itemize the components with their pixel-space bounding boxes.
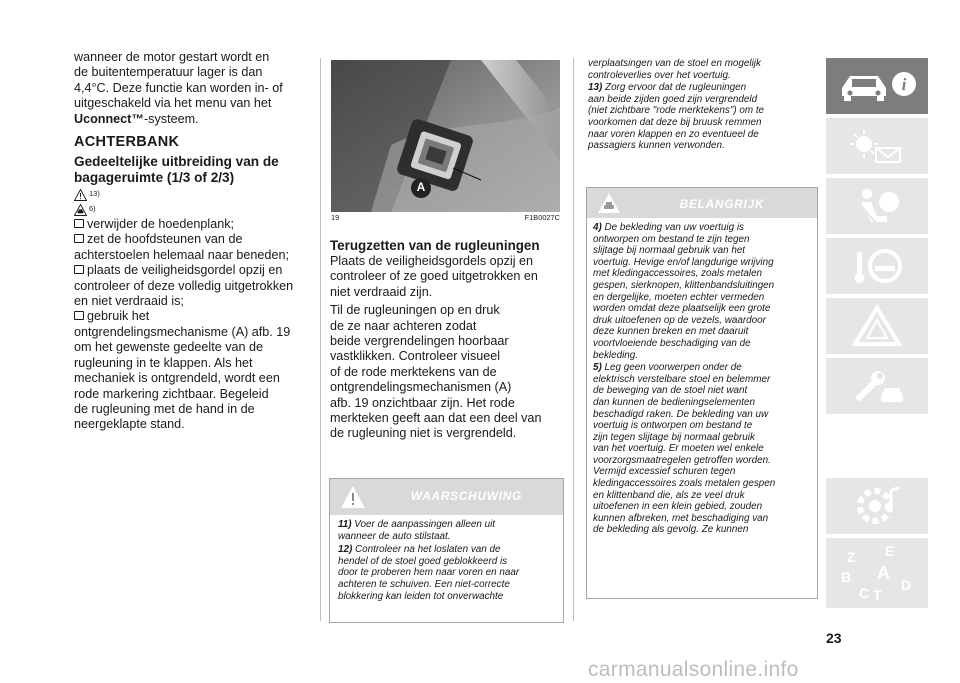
left-column	[74, 50, 306, 433]
section-heading: ACHTERBANK	[74, 134, 180, 151]
ref-number: 6)	[89, 203, 96, 213]
note-number: 4)	[593, 222, 602, 233]
column-divider-right	[573, 58, 574, 621]
text-line: deze kunnen breken en met daaruit	[593, 326, 749, 338]
tab-index[interactable]	[826, 538, 928, 608]
text-line: kunnen afbreken, met beschadiging van	[593, 512, 769, 524]
text-line: afb. 19 onzichtbaar zijn. Het rode	[330, 395, 515, 410]
text-line: de beweging van de stoel niet want	[593, 385, 748, 397]
text-line: merkteken geeft aan dat een deel van	[330, 411, 542, 426]
text-line: verplaatsingen van de stoel en mogelijk	[588, 58, 761, 69]
tab-dashboard[interactable]	[826, 118, 928, 174]
index-letter: Z	[847, 549, 856, 565]
text-line: achteren te schuiven. Een niet-correcte	[338, 578, 510, 590]
caution-ref	[74, 202, 306, 216]
text-line: controleverlies over het voertuig.	[588, 69, 731, 81]
text-line: Til de rugleuningen op en druk	[330, 303, 500, 318]
text-line: controleer of ze goed uitgetrokken en	[330, 269, 538, 284]
text-line: slijtage bij normaal gebruik van het	[593, 245, 746, 257]
important-box	[586, 187, 818, 599]
list-item: zet de hoofdsteunen van de	[74, 232, 306, 247]
gear-media-icon	[847, 482, 907, 530]
warning-box	[329, 478, 564, 623]
text-line: niet verdraaid zijn.	[330, 284, 433, 299]
index-letter: D	[901, 577, 912, 593]
text-line: de ze naar achteren zodat	[330, 318, 477, 333]
text-line: ontworpen om bestand te zijn tegen	[593, 233, 750, 245]
text-line: uitoefenen in een klein gebied, zouden	[593, 501, 763, 513]
middle-column	[330, 238, 562, 442]
checkbox-bullet-icon	[74, 265, 84, 274]
important-title: BELANGRIJK	[679, 197, 765, 211]
warning-triangle-icon	[847, 304, 907, 348]
checkbox-bullet-icon	[74, 219, 84, 228]
wrench-car-icon	[847, 364, 907, 408]
index-letter: B	[841, 569, 852, 585]
text-line: bekleding.	[593, 349, 639, 361]
text-line: en klittenband die, als ze veel druk	[593, 489, 745, 501]
text-line: de buitentemperatuur lager is dan	[74, 65, 263, 80]
text-line: worden omdat deze plaatselijk een grote	[593, 303, 771, 315]
text-line: voorkomen dat deze bij bruusk remmen	[588, 116, 762, 128]
text-line: wanneer de motor gestart wordt en	[74, 50, 270, 64]
figure-caption	[331, 213, 560, 222]
note-number: 5)	[593, 362, 602, 374]
text-line: vastklikken. Controleer visueel	[330, 349, 501, 364]
warning-triangle-icon	[74, 189, 87, 201]
text-line: rode markering zichtbaar. Begeleid	[74, 386, 269, 401]
text-line: voertuig. Hevige en/of langdurige wrijving	[593, 256, 774, 268]
chapter-sidebar	[826, 58, 928, 608]
important-body: 4) De bekleding van uw voertuig is ontworpen om bestand te zijn tegen slijtage bij normaal gebruik van het voertuig. Hevige en/of langdurige wrijving met kledingaccessoires, zoals metalen gespen, sierknopen, klittenbandsluitingen en dergelijke, moeten echter vermeden worden omdat deze plaatselijk een grote druk uitoefenen op de vezels, waardoor deze kunnen breken en met daaruit voortvloeiende beschadiging van de bekleding. 5) Leg geen voorwerpen onder de elektrisch verstelbare stoel en belemmer de beweging van de stoel niet want dan kunnen de bedieningselementen beschadigd raken. De bekleding van uw voertuig is ontworpen om bestand te zijn tegen slijtage bij normaal gebruik van het voertuig. Er moeten wel enkele voorzorgsmaatregelen getroffen worden. Vermijd excessief schuren tegen kledingaccessoires zoals metalen gespen en klittenband die, als ze veel druk uitoefenen in een klein gebied, zouden kunnen afbreken, met beschadiging van de bekleding als gevolg. Ze kunnen	[587, 218, 817, 536]
text-line: en niet verdraaid is;	[74, 294, 184, 309]
text-line: neergeklapte stand.	[74, 417, 185, 432]
text-line: naar voren klappen en zo eventueel de	[588, 128, 759, 140]
text-line: blokkering kan leiden tot onverwachte	[338, 590, 504, 602]
text-line: zijn tegen slijtage bij normaal gebruik	[593, 431, 755, 443]
warning-header	[330, 479, 563, 515]
index-letters-icon	[837, 543, 917, 603]
seat-release-illustration	[331, 60, 560, 212]
figure-code: F1B0027C	[524, 213, 560, 222]
text-line: passagiers kunnen verwonden.	[588, 140, 725, 152]
right-column: verplaatsingen van de stoel en mogelijk controleverlies over het voertuig. 13) Zorg ervoor dat de rugleuningen aan beide zijden goed zijn vergrendeld (niet zichtbare "rode merktekens") om te voorkomen dat deze bij bruusk remmen naar voren klappen en zo eventueel de passagiers kunnen verwonden.	[588, 58, 816, 152]
text-line: door te proberen hem naar voren en naar	[338, 567, 520, 579]
text-line: ontgrendelingsmechanisme (A) afb. 19	[74, 324, 291, 339]
text-line: rugleuning in te klappen. Als het	[74, 355, 253, 370]
list-item: verwijder de hoedenplank;	[74, 217, 306, 232]
subsection-heading	[74, 154, 306, 186]
dashboard-lights-icon	[842, 126, 912, 166]
intro-paragraph	[74, 50, 306, 127]
index-letter: C	[859, 585, 870, 601]
figure-number: 19	[331, 213, 340, 222]
text-line: van het voertuig. Er moeten wel enkele	[593, 443, 764, 455]
text-line: Vermijd excessief schuren tegen	[593, 466, 736, 478]
warning-ref	[74, 187, 306, 201]
text-line: dan kunnen de bedieningselementen	[593, 396, 755, 408]
paragraph	[330, 254, 562, 300]
text-line: (niet zichtbare "rode merktekens") om te	[588, 105, 765, 117]
steering-wheel-key-icon	[847, 244, 907, 288]
checkbox-bullet-icon	[74, 311, 84, 320]
tab-emergency[interactable]	[826, 298, 928, 354]
seat-release-photo	[331, 60, 560, 212]
text-line: voortvloeiende beschadiging van de	[593, 337, 751, 349]
text-line: druk uitoefenen op de vezels, waardoor	[593, 314, 766, 326]
warning-title: WAARSCHUWING	[410, 489, 523, 503]
index-letter: T	[873, 587, 882, 603]
text-line: beschadigd raken. De bekleding van uw	[593, 408, 769, 420]
text-line: achterstoelen helemaal naar beneden;	[74, 247, 289, 262]
text-line: elektrisch verstelbare stoel en belemmer	[593, 373, 771, 385]
info-letter: i	[901, 75, 907, 94]
text-line: de rugleuning met de hand in de	[74, 401, 255, 416]
warning-body: 11) Voer de aanpassingen alleen uit wanneer de auto stilstaat. 12) Controleer na het loslaten van de hendel of de stoel goed geblokkeerd is door te proberen hem naar voren en naar achteren te schuiven. Een niet-correcte blokkering kan leiden tot onverwachte	[330, 515, 563, 602]
heading-line: Gedeeltelijke uitbreiding van de	[74, 154, 279, 170]
list-item: plaats de veiligheidsgordel opzij en	[74, 263, 306, 278]
callout-label: A	[416, 180, 426, 194]
note-number: 12)	[338, 544, 353, 556]
text-line: Plaats de veiligheidsgordels opzij en	[330, 254, 534, 268]
bullet-list	[74, 217, 306, 433]
tab-starting-driving[interactable]	[826, 238, 928, 294]
index-letter: E	[885, 543, 895, 559]
car-info-icon	[832, 66, 922, 106]
important-header	[587, 188, 817, 218]
text-line: 4,4°C. Deze functie kan worden in- of	[74, 80, 283, 95]
tab-maintenance[interactable]	[826, 358, 928, 414]
text-line: om het gewenste gedeelte van de	[74, 340, 264, 355]
text-line: aan beide zijden goed zijn vergrendeld	[588, 93, 758, 105]
text-line: controleer of deze volledig uitgetrokken	[74, 278, 294, 293]
paragraph	[330, 303, 562, 442]
text-line: wanneer de auto stilstaat.	[338, 530, 451, 542]
watermark: carmanualsonline.info	[588, 658, 799, 681]
text-line: de bekleding als gevolg. Ze kunnen	[593, 524, 749, 536]
heading-line: bagageruimte (1/3 of 2/3)	[74, 170, 235, 186]
text-line: kledingaccessoires zoals metalen gespen	[593, 478, 776, 490]
text-line: met kledingaccessoires, zoals metalen	[593, 268, 763, 280]
page-number: 23	[826, 630, 842, 646]
text-line: de rugleuning niet is vergrendeld.	[330, 426, 517, 441]
text-line: ontgrendelingsmechanismen (A)	[330, 380, 512, 395]
checkbox-bullet-icon	[74, 234, 84, 243]
text-line: voertuig is ontworpen om bestand te	[593, 420, 753, 432]
tab-multimedia[interactable]	[826, 478, 928, 534]
tab-vehicle-info[interactable]	[826, 58, 928, 114]
text-line: of de rode merktekens van de	[330, 364, 497, 379]
note-number: 13)	[588, 82, 603, 94]
text-line: gespen, sierknopen, klittenbandsluitingen	[593, 279, 775, 291]
text-line: hendel of de stoel goed geblokkeerd is	[338, 555, 508, 567]
airbag-seat-icon	[847, 184, 907, 228]
tab-safety[interactable]	[826, 178, 928, 234]
text-fragment: -systeem.	[143, 111, 199, 126]
column-divider-left	[320, 58, 321, 621]
text-line: uitgeschakeld via het menu van het	[74, 96, 272, 111]
note-number: 11)	[338, 519, 352, 530]
index-letter: A	[877, 563, 890, 583]
section-heading: Terugzetten van de rugleuningen	[330, 238, 540, 253]
text-line: en dergelijke, moeten echter vermeden	[593, 291, 765, 303]
text-line: voorzorgsmaatregelen getroffen worden.	[593, 454, 771, 466]
text-line: mechaniek is ontgrendeld, wordt een	[74, 371, 280, 386]
car-caution-icon	[74, 204, 87, 216]
text-line: beide vergrendelingen hoorbaar	[330, 334, 509, 349]
uconnect-brand: Uconnect™	[74, 111, 144, 126]
ref-number: 13)	[89, 188, 100, 198]
list-item: gebruik het	[74, 309, 306, 324]
